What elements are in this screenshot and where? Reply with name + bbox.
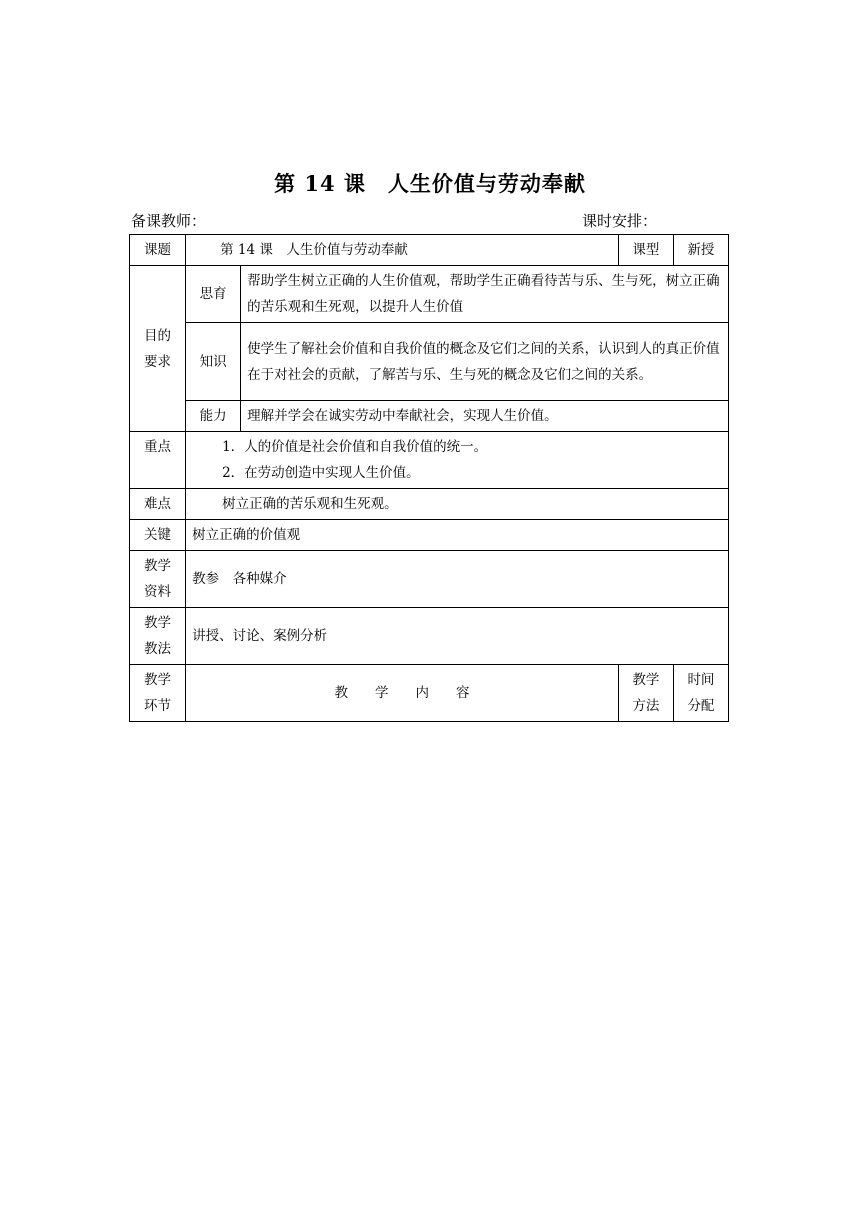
critical-text: 树立正确的价值观 bbox=[186, 520, 729, 551]
table-row bbox=[130, 665, 729, 722]
topic-value: 第 14 课 人生价值与劳动奉献 bbox=[186, 235, 619, 266]
teacher-label: 备课教师： bbox=[131, 212, 207, 230]
key-items bbox=[186, 432, 729, 489]
table-row bbox=[130, 266, 729, 323]
table-row bbox=[130, 520, 729, 551]
type-value: 新授 bbox=[673, 235, 728, 266]
moral-label: 思育 bbox=[186, 266, 241, 323]
key-item-2: 2．在劳动创造中实现人生价值。 bbox=[222, 465, 420, 481]
table-row bbox=[130, 489, 729, 520]
materials-label: 教学 资料 bbox=[130, 551, 186, 608]
method-header: 教学 方法 bbox=[618, 665, 673, 722]
key-label: 重点 bbox=[130, 432, 186, 489]
difficult-text: 树立正确的苦乐观和生死观。 bbox=[186, 489, 729, 520]
topic-label: 课题 bbox=[130, 235, 186, 266]
methods-label: 教学 教法 bbox=[130, 608, 186, 665]
page-title: 第 14 课 人生价值与劳动奉献 bbox=[274, 171, 586, 196]
table-row bbox=[130, 551, 729, 608]
table-row bbox=[130, 401, 729, 432]
difficult-label: 难点 bbox=[130, 489, 186, 520]
type-label: 课型 bbox=[618, 235, 673, 266]
table-row bbox=[130, 235, 729, 266]
table-row bbox=[130, 432, 729, 489]
lesson-plan-table bbox=[129, 234, 729, 722]
table-row bbox=[130, 323, 729, 401]
methods-text: 讲授、讨论、案例分析 bbox=[186, 608, 729, 665]
knowledge-label: 知识 bbox=[186, 323, 241, 401]
time-header: 时间 分配 bbox=[673, 665, 728, 722]
critical-label: 关键 bbox=[130, 520, 186, 551]
stage-label: 教学 环节 bbox=[130, 665, 186, 722]
table-row bbox=[130, 608, 729, 665]
goals-label: 目的 要求 bbox=[130, 266, 186, 432]
materials-text: 教参 各种媒介 bbox=[186, 551, 729, 608]
schedule-label: 课时安排： bbox=[582, 212, 658, 230]
knowledge-text: 使学生了解社会价值和自我价值的概念及它们之间的关系，认识到人的真正价值在于对社会的贡献，了解苦与乐、生与死的概念及它们之间的关系。 bbox=[241, 323, 729, 401]
key-item-1: 1．人的价值是社会价值和自我价值的统一。 bbox=[222, 439, 488, 455]
ability-text: 理解并学会在诚实劳动中奉献社会，实现人生价值。 bbox=[241, 401, 729, 432]
ability-label: 能力 bbox=[186, 401, 241, 432]
content-header: 教 学 内 容 bbox=[186, 665, 619, 722]
moral-text: 帮助学生树立正确的人生价值观，帮助学生正确看待苦与乐、生与死，树立正确的苦乐观和生死观，以提升人生价值 bbox=[241, 266, 729, 323]
